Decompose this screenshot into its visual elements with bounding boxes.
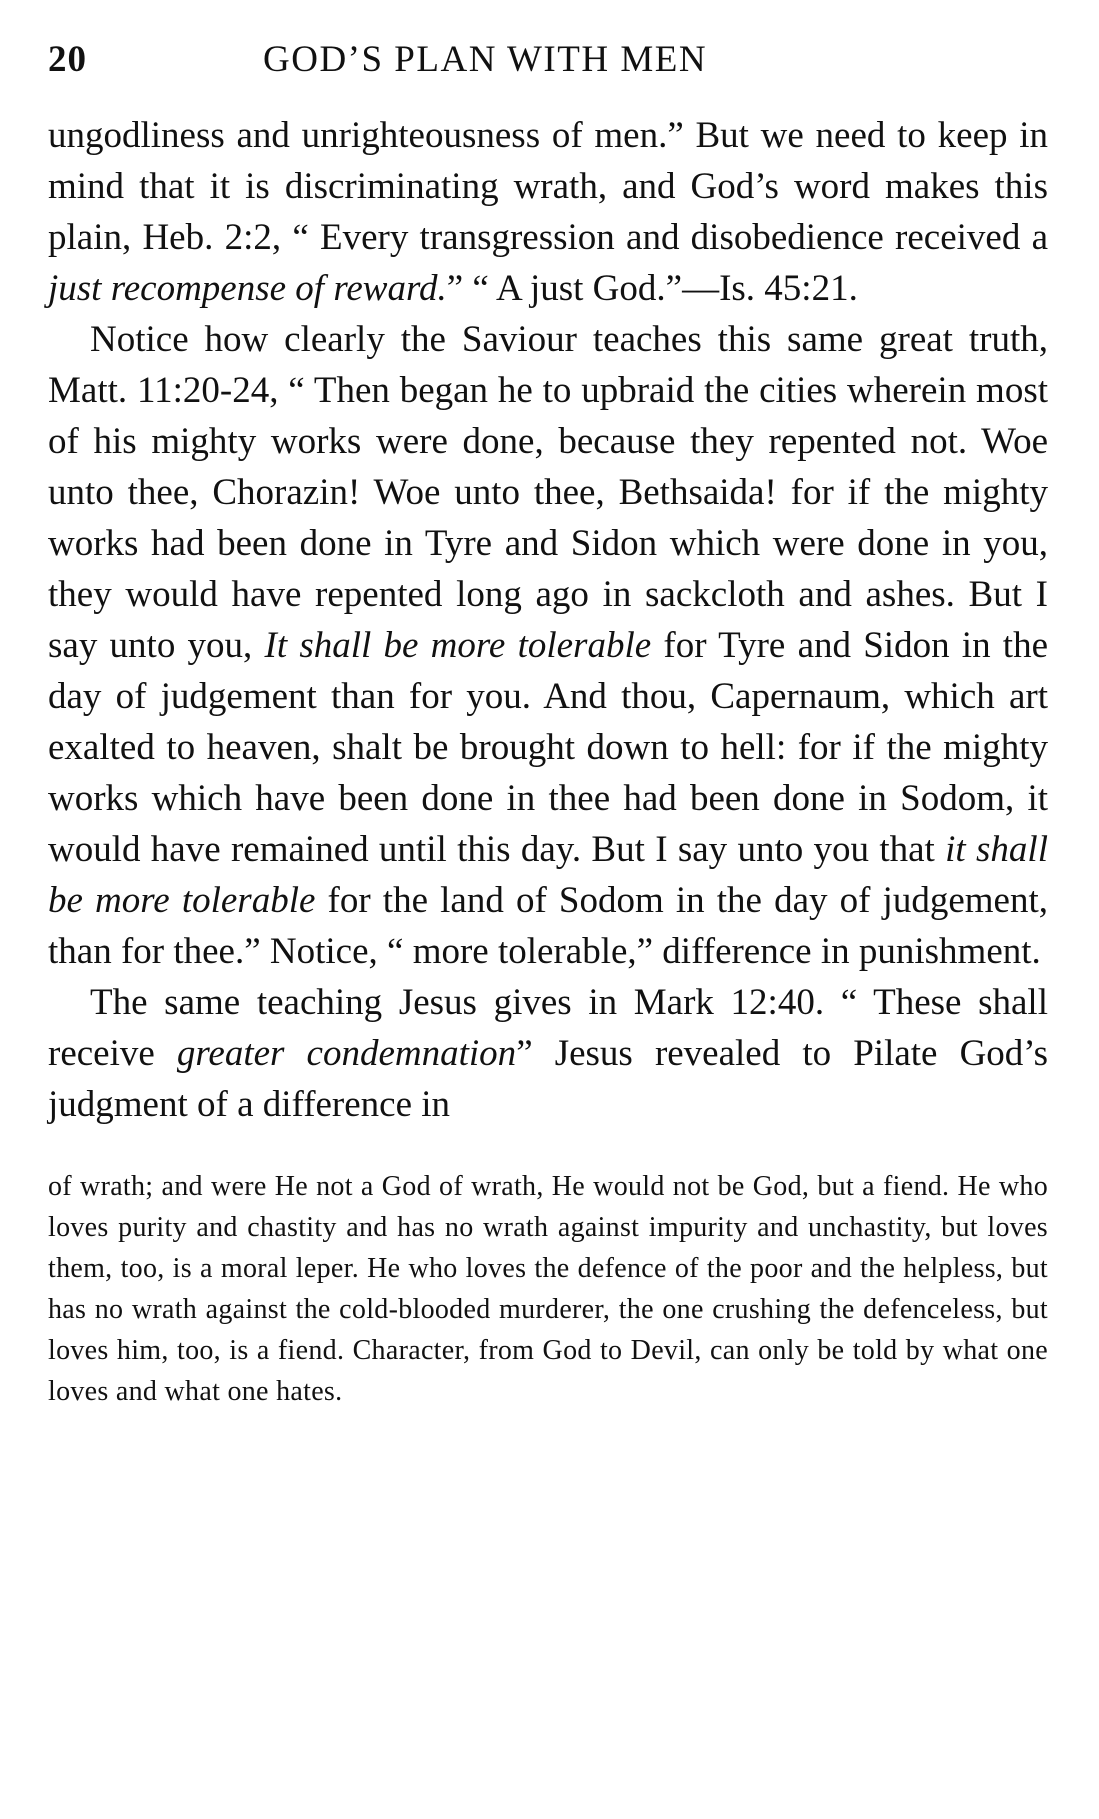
paragraph-1: [48, 110, 1048, 314]
paragraph-3-text-c: ” Jesus revealed to Pilate God’s judgment of a difference in: [48, 1033, 1048, 1125]
paragraph-2-emphasis-2: it shall be more tolerable: [48, 829, 1048, 921]
footnote-text: of wrath; and were He not a God of wrath, He would not be God, but a fiend. He who loves purity and chastity and has no wrath against impurity and unchastity, but loves them, too, is a moral leper. He who loves the defence of the poor and the helpless, but has no wrath against the cold-blooded murderer, the one crushing the defenceless, but loves him, too, is a fiend. Character, from God to Devil, can only be told by what one loves and what one hates.: [48, 1171, 1048, 1407]
paragraph-1-text-a: ungodliness and unrighteousness of men.” But we need to keep in mind that it is discriminating wrath, and God’s word makes this plain, Heb. 2:2, “ Every transgression and disobedience received a: [48, 115, 1048, 258]
paragraph-1-emphasis: just recompense of reward.: [48, 268, 447, 309]
running-title: GOD’S PLAN WITH MEN: [263, 39, 708, 80]
paragraph-1-text-c: ” “ A just God.”—Is. 45:21.: [446, 268, 858, 309]
paragraph-2-text-e: for the land of Sodom in the day of judgement, than for thee.” Notice, “ more tolerable,” difference in punishment.: [48, 880, 1048, 972]
paragraph-2-text-c: for Tyre and Sidon in the day of judgement than for you. And thou, Capernaum, which art exalted to heaven, shalt be brought down to hell: for if the mighty works which have been done in thee had been done in Sodom, it would have remained until this day. But I say unto you that: [48, 625, 1049, 870]
paragraph-2-emphasis-1: It shall be more tolerable: [264, 625, 652, 666]
paragraph-3: [48, 977, 1048, 1130]
paragraph-2: [48, 314, 1048, 977]
main-text: [48, 110, 1048, 1130]
footnote: [48, 1166, 1048, 1412]
paragraph-3-emphasis: greater condemnation: [176, 1033, 517, 1074]
book-page: [48, 38, 1048, 1412]
paragraph-2-text-a: Notice how clearly the Saviour teaches this same great truth, Matt. 11:20-24, “ Then began he to upbraid the cities wherein most of his mighty works were done, because they repented not. Woe unto thee, Chorazin! Woe unto thee, Bethsaida! for if the mighty works had been done in Tyre and Sidon which were done in you, they would have repented long ago in sackcloth and ashes. But I say unto you,: [48, 319, 1048, 666]
page-number: 20: [48, 39, 87, 80]
paragraph-3-text-a: The same teaching Jesus gives in Mark 12:40. “ These shall receive: [48, 982, 1048, 1074]
running-head: [48, 38, 1048, 90]
